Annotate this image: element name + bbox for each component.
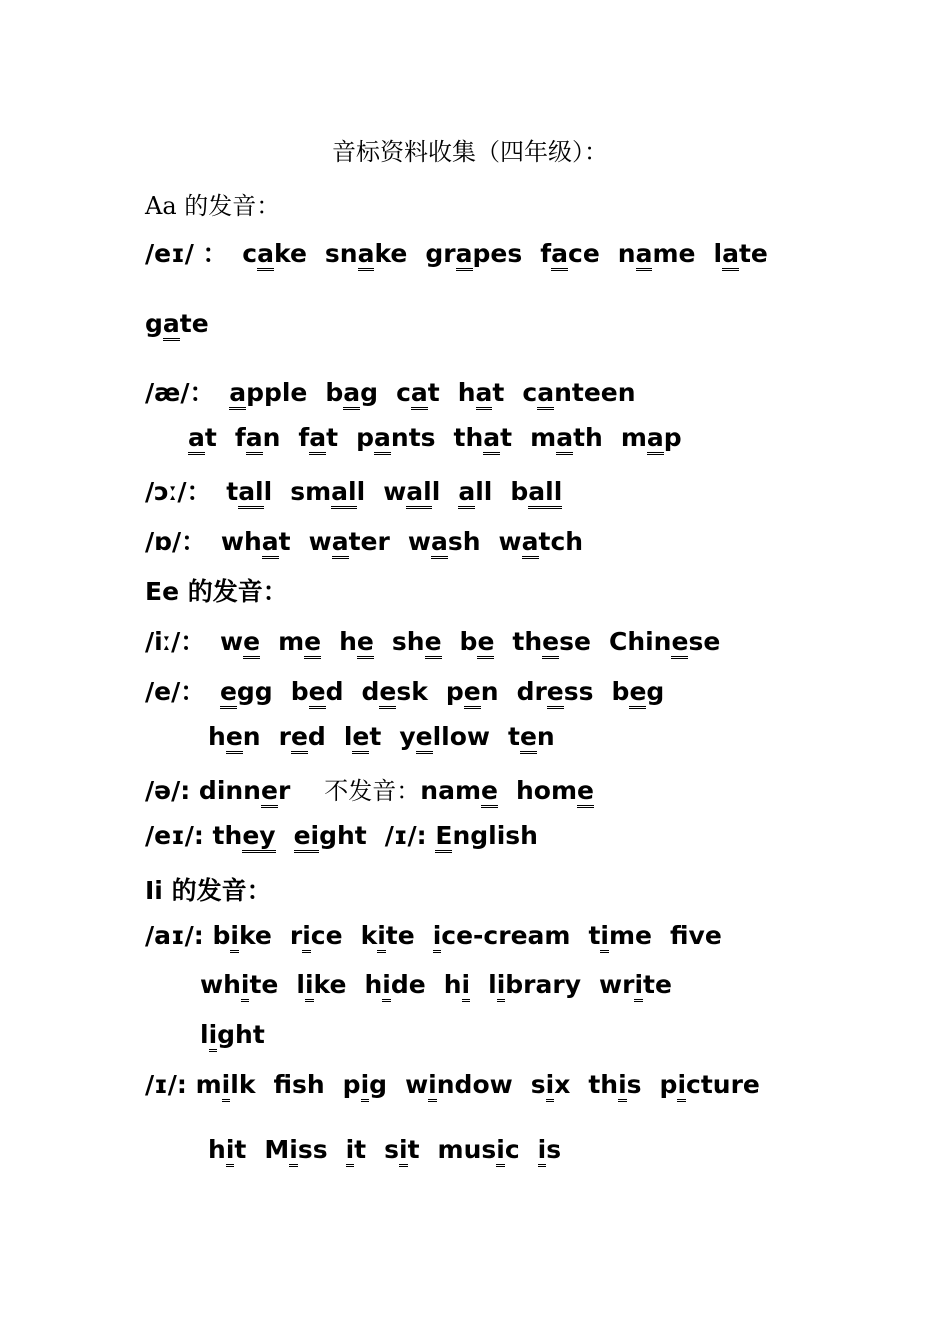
underlined-letters: i [433, 921, 442, 953]
example-word: bike [212, 921, 271, 950]
underlined-letters: e [547, 677, 564, 709]
underlined-letters: al [238, 477, 263, 509]
line-i-short-cont [208, 1135, 579, 1164]
example-word: small [290, 477, 365, 506]
example-word: cake [242, 239, 307, 268]
underlined-letters: e [520, 722, 537, 754]
example-word: pants [356, 423, 435, 452]
example-word: name [618, 239, 696, 268]
line-e [145, 672, 682, 708]
example-word: fsh [273, 1070, 325, 1099]
example-word: picture [660, 1070, 760, 1099]
line-ei [145, 234, 786, 270]
underlined-letters: a [188, 423, 205, 455]
underlined-letters: e [220, 677, 237, 709]
example-word: sit [384, 1135, 419, 1164]
underlined-letters: a [411, 378, 428, 410]
underlined-letters: i [289, 1135, 298, 1167]
underlined-letters: a [476, 378, 493, 410]
underlined-letters: i [462, 970, 471, 1002]
example-word: bed [291, 677, 344, 706]
underlined-letters: a [636, 239, 653, 271]
example-word: is [538, 1135, 561, 1164]
underlined-letters: a [556, 423, 573, 455]
underlined-letters: i [677, 1070, 686, 1102]
example-word: be [460, 627, 495, 656]
example-word: eight [294, 821, 367, 850]
example-word: he [339, 627, 374, 656]
phoneme-label: /æ/： [145, 378, 215, 407]
example-word: ten [508, 722, 555, 751]
example-word: beg [612, 677, 665, 706]
example-word: red [279, 722, 326, 751]
underlined-letters: i [382, 970, 391, 1002]
phoneme-label: /ɒ/： [145, 527, 207, 556]
example-word: grapes [425, 239, 522, 268]
underlined-letters: e [352, 722, 369, 754]
example-word: desk [361, 677, 427, 706]
underlined-letters: e [671, 627, 688, 659]
example-word: canteen [522, 378, 635, 407]
example-word: watch [499, 527, 584, 556]
example-word: bag [325, 378, 378, 407]
underlined-letters: i [226, 1135, 235, 1167]
example-word: we [220, 627, 260, 656]
example-word: wall [383, 477, 440, 506]
example-word: that [454, 423, 513, 452]
example-word: library [488, 970, 581, 999]
line-ae [145, 373, 654, 409]
example-word: egg [220, 677, 273, 706]
underlined-letters: i [546, 1070, 555, 1102]
underlined-letters: e [243, 627, 260, 659]
example-word: this [588, 1070, 641, 1099]
example-word: what [221, 527, 291, 556]
underlined-letters: i [305, 970, 314, 1002]
example-word: these [512, 627, 591, 656]
example-word: music [438, 1135, 520, 1164]
example-word: kite [361, 921, 415, 950]
line-ai-cont [200, 970, 690, 999]
line-ae-cont [188, 423, 700, 452]
example-word: let [344, 722, 382, 751]
underlined-letters: al [406, 477, 431, 509]
phoneme-label: /e/： [145, 677, 206, 706]
underlined-letters: a [537, 378, 554, 410]
example-word: wash [408, 527, 481, 556]
example-word: yellow [399, 722, 490, 751]
example-word: she [392, 627, 442, 656]
underlined-letters: a [647, 423, 664, 455]
underlined-letters: a [374, 423, 391, 455]
underlined-letters: a [163, 309, 180, 341]
underlined-letters: e [464, 677, 481, 709]
underlined-letters: i [399, 1135, 408, 1167]
example-word: face [540, 239, 600, 268]
underlined-letters: e [357, 627, 374, 659]
line-aw [145, 472, 580, 508]
underlined-letters: i [209, 1020, 218, 1052]
example-word: me [278, 627, 321, 656]
underlined-letters: a [358, 239, 375, 271]
underlined-letters: i [496, 1135, 505, 1167]
example-word [242, 821, 275, 850]
underlined-letters: e [629, 677, 646, 709]
underlined-letters: a [456, 239, 473, 271]
example-word: gate [145, 309, 209, 338]
underlined-letters: i [600, 921, 609, 953]
example-word: time [588, 921, 652, 950]
page-title: 音标资料收集（四年级）： [332, 138, 608, 166]
example-word: tall [226, 477, 272, 506]
underlined-letters: i [361, 1070, 370, 1102]
example-word: like [296, 970, 346, 999]
example-word: light [200, 1020, 265, 1049]
underlined-letters: i [538, 1135, 547, 1167]
example-word: English [435, 821, 538, 850]
underlined-letters: a [309, 423, 326, 455]
underlined-letters: i [222, 1070, 231, 1102]
underlined-letters: i [346, 1135, 355, 1167]
example-word: at [188, 423, 217, 452]
underlined-letters: e [309, 677, 326, 709]
line-schwa: /ə/: dinner 不发音：name home [145, 771, 612, 806]
example-word: fan [235, 423, 281, 452]
example-word: Miss [264, 1135, 327, 1164]
underlined-letters: a [246, 423, 263, 455]
line-ii-long [145, 622, 738, 658]
example-word: fve [670, 921, 722, 950]
example-word: late [713, 239, 767, 268]
underlined-letters: e [379, 677, 396, 709]
underlined-letters: a [343, 378, 360, 410]
example-word: pig [343, 1070, 387, 1099]
phoneme-label: /eɪ/ ： [145, 239, 228, 268]
underlined-letters: i [618, 1070, 627, 1102]
underlined-letters: e [481, 776, 498, 808]
line-ai: /aɪ/: bike rice kite ice-cream time fve [145, 921, 740, 950]
phoneme-label: /iː/： [145, 627, 206, 656]
example-word: home [516, 776, 594, 805]
underlined-letters: a [262, 527, 279, 559]
example-word: hide [364, 970, 425, 999]
underlined-letters: a [257, 239, 274, 271]
underlined-letters: e [477, 627, 494, 659]
example-word: dress [517, 677, 594, 706]
example-word: name [420, 776, 498, 805]
example-word: write [599, 970, 672, 999]
example-word: apple [229, 378, 307, 407]
underlined-letters: e [226, 722, 243, 754]
example-word: white [200, 970, 278, 999]
example-word: window [405, 1070, 513, 1099]
underlined-letters: ei [294, 821, 320, 853]
underlined-letters: all [528, 477, 562, 509]
line-ee-heading: Ee 的发音： [145, 577, 288, 606]
example-word: fat [298, 423, 338, 452]
example-word: hen [208, 722, 261, 751]
underlined-letters: e [261, 776, 278, 808]
underlined-letters: e [542, 627, 559, 659]
underlined-letters: i [230, 921, 239, 953]
line-aa-heading: Aa 的发音： [145, 192, 281, 220]
underlined-letters: e [304, 627, 321, 659]
example-word: hi [444, 970, 470, 999]
example-word: it [346, 1135, 367, 1164]
underlined-letters: a [332, 527, 349, 559]
line-e-cont [208, 722, 573, 751]
example-word: pen [446, 677, 499, 706]
underlined-letters: a [522, 527, 539, 559]
underlined-letters: i [377, 921, 386, 953]
underlined-letters: a [483, 423, 500, 455]
example-word: cat [396, 378, 440, 407]
example-word: hit [208, 1135, 246, 1164]
underlined-letters: ey [242, 821, 275, 853]
underlined-letters: i [302, 921, 311, 953]
underlined-letters: a [722, 239, 739, 271]
phoneme-label: /ɔː/： [145, 477, 212, 506]
example-word: six [531, 1070, 571, 1099]
line-i-short: /ɪ/: milk fsh pig window six this picture [145, 1070, 778, 1099]
example-word: rice [290, 921, 343, 950]
line-ei-cont [145, 309, 227, 338]
example-word: map [621, 423, 682, 452]
underlined-letters: i [497, 970, 506, 1002]
underlined-letters: E [435, 821, 452, 853]
underlined-letters: al [331, 477, 356, 509]
example-word: milk [196, 1070, 256, 1099]
example-word: math [530, 423, 603, 452]
underlined-letters: a [551, 239, 568, 271]
example-word: all [458, 477, 492, 506]
underlined-letters: a [229, 378, 246, 410]
example-word: hat [458, 378, 505, 407]
line-ai-cont2 [200, 1020, 283, 1049]
underlined-letters: i [428, 1070, 437, 1102]
underlined-letters: e [416, 722, 433, 754]
underlined-letters: a [431, 527, 448, 559]
underlined-letters: a [458, 477, 475, 509]
underlined-letters: e [577, 776, 594, 808]
example-word: Chinese [609, 627, 720, 656]
underlined-letters: i [634, 970, 643, 1002]
line-ei-e: /eɪ/: they eight /ɪ/: English [145, 821, 556, 850]
underlined-letters: e [425, 627, 442, 659]
example-word: ice-cream [433, 921, 571, 950]
example-word: water [309, 527, 390, 556]
example-word: ball [510, 477, 562, 506]
example-word: er [261, 776, 290, 805]
line-o [145, 522, 601, 558]
example-word: snake [325, 239, 407, 268]
underlined-letters: i [241, 970, 250, 1002]
underlined-letters: e [291, 722, 308, 754]
line-ii-heading: Ii 的发音： [145, 876, 272, 905]
